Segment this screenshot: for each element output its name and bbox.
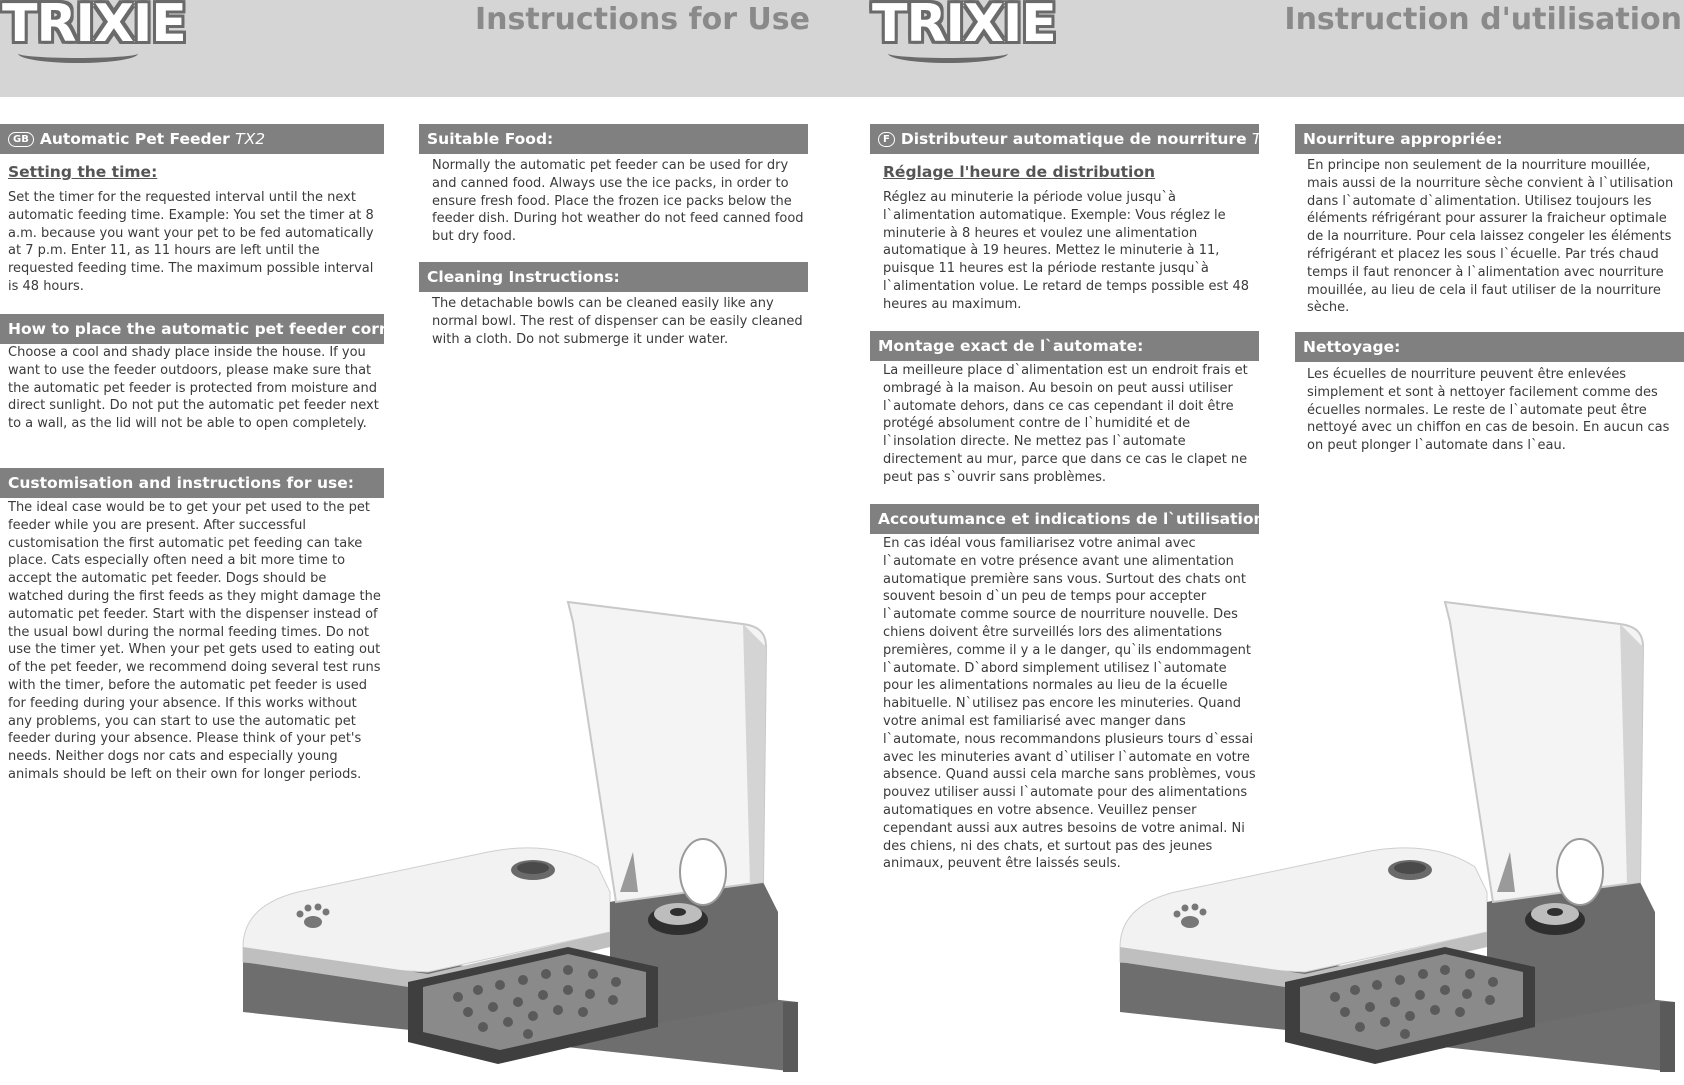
logo-swoosh-right (888, 44, 1008, 63)
paragraph-cleaning-fr: Les écuelles de nourriture peuvent être enlevées simplement et sont à nettoyer facilement comme des écuelles normales. Le reste de l`automate peut être nettoyé avec un chiffon en cas de besoin. En aucun cas on peut plonger l`automate dans l`eau. (1307, 367, 1670, 454)
section-bar-cleaning-right: Nettoyage: (1295, 332, 1684, 362)
page-title-right: Instruction d'utilisation (1284, 2, 1682, 37)
paragraph-customisation: The ideal case would be to get your pet used to the pet feeder while you are present. After successful customisation the first automatic pet feeding can take place. Cats especially often need a bit more time to accept the automatic pet feeder. Dogs should be watched during the first feeds as they might damage the automatic pet feeder. Start with the dispenser instead of the usual bowl during the normal feeding times. Do not use the timer yet. When your pet gets used to eating out of the pet feeder, we recommend doing several test runs with the timer, before the automatic pet feeder is used for feeding during your absence. If this works without any problems, you can start to use the automatic pet feeder during your absence. Please think of your pet's needs. Neither dogs nor cats and especially young animals should be left on their own for longer periods. (8, 500, 381, 782)
section-bar-food-right: Nourriture appropriée: (1295, 124, 1684, 154)
logo-swoosh-left (18, 44, 138, 63)
feeder-illustration-left (238, 602, 818, 1085)
section-bar-product-left (0, 124, 384, 154)
paragraph-cleaning: The detachable bowls can be cleaned easily like any normal bowl. The rest of dispenser can be easily cleaned with a cloth. Do not submerge it under water. (432, 296, 803, 347)
paragraph-placement: Choose a cool and shady place inside the house. If you want to use the feeder outdoors, please make sure that the automatic pet feeder is protected from moisture and direct sunlight. Do not put the automatic pet feeder next to a wall, as the lid will not be able to open completely. (8, 345, 379, 432)
section-bar-customisation-right: Accoutumance et indications de l`utilisation: (870, 504, 1259, 534)
section-bar-product-right (870, 124, 1282, 154)
section-bar-cleaning-left: Cleaning Instructions: (419, 262, 808, 292)
section-bar-placement-left: How to place the automatic pet feeder correctly: (0, 314, 384, 344)
product-name-label-fr: Distributeur automatique de nourriture (900, 130, 1252, 148)
feeder-illustration-right (1115, 602, 1684, 1085)
paragraph-customisation-fr: En cas idéal vous familiarisez votre animal avec l`automate en votre présence avant une alimentation automatique première sans vous. Surtout des chats ont souvent besoin d`un peu de temps pour accepter l`automate comme source de nourriture nouvelle. Des chiens doivent être surveillés lors des alimentations premières, comme il y a le danger, qu`ils endommagent l`automate. D`abord simplement utilisez l`automate pour les alimentations normales au lieu de la écuelle habituelle. N`utilisez pas encore les minuteries. Quand votre animal est familiarisé avec manger dans l`automate, nous recommandons plusieurs tours d`essai avec les minuteries avant d`utiliser l`automate en votre absence. Quand aussi cela marche sans problèmes, vous pouvez utiliser aussi l`automate pour des alimentations automatiques en votre absence. Veuillez penser cependant aussi aux autres besoins de votre animal. Ni des chiens, ni des chats, et surtout pas des jeunes animaux, peuvent être laissés seuls. (883, 536, 1256, 872)
section-bar-placement-right: Montage exact de l`automate: (870, 331, 1259, 361)
brand-logo-right: TRIXIE (872, 0, 1056, 54)
paragraph-placement-fr: La meilleure place d`alimentation est un endroit frais et ombragé à la maison. Au besoin on peut aussi utiliser l`automate dehors, dans ce cas cependant il doit être protégé absolument contre de l`humidité et de l`insolation directe. Ne mettez pas l`automate directement au mur, parce que dans ce cas le clapet ne peut pas s`ouvrir sans problèmes. (883, 363, 1248, 485)
section-bar-customisation-left: Customisation and instructions for use: (0, 468, 384, 498)
paragraph-food: Normally the automatic pet feeder can be used for dry and canned food. Always use the ice packs, in order to ensure fresh food. Place the frozen ice packs below the feeder dish. During hot weather do not feed canned food but dry food. (432, 158, 804, 245)
subheading-setting-time-fr: Réglage l'heure de distribution (883, 163, 1156, 181)
product-model: TX2 (235, 130, 266, 148)
paragraph-setting-time-fr: Réglez au minuterie la période volue jusqu`à l`alimentation automatique. Exemple: Vous réglez le minuterie à 8 heures et voulez une alimentation automatique à 19 heures. Mettez le minuterie à 11, puisque 11 heures est la période restante jusqu`à l`alimentation volue. Le retard de temps possible est 48 heures au maximum. (883, 190, 1250, 312)
paragraph-setting-time: Set the timer for the requested interval until the next automatic feeding time. Example: You set the timer at 8 a.m. because you want your pet to be fed automatically at 7 p.m. Enter 11, as 11 hours are left until the requested feeding time. The maximum possible interval is 48 hours. (8, 190, 374, 294)
brand-logo-left: TRIXIE (2, 0, 186, 54)
page-title-left: Instructions for Use (474, 2, 810, 37)
subheading-setting-time: Setting the time: (8, 163, 158, 181)
paragraph-food-fr: En principe non seulement de la nourriture mouillée, mais aussi de la nourriture sèche convient à l`utilisation dans l`automate d`alimentation. Utilisez toujours les éléments réfrigérant pour assurer la fraicheur optimale de la nourriture. Pour cela laissez congeler les éléments réfrigérant et placez les sous l`écuelle. Par trés chaud temps il faut renoncer à l`alimentation avec nourriture mouillée, au lieu de cela il faut utiliser de la nourriture sèche. (1307, 158, 1674, 316)
language-badge-f: F (878, 132, 895, 147)
product-name-label: Automatic Pet Feeder (39, 130, 236, 148)
product-model-fr: TX2 (1252, 130, 1282, 148)
language-badge-gb: GB (8, 132, 34, 147)
section-bar-food-left: Suitable Food: (419, 124, 808, 154)
